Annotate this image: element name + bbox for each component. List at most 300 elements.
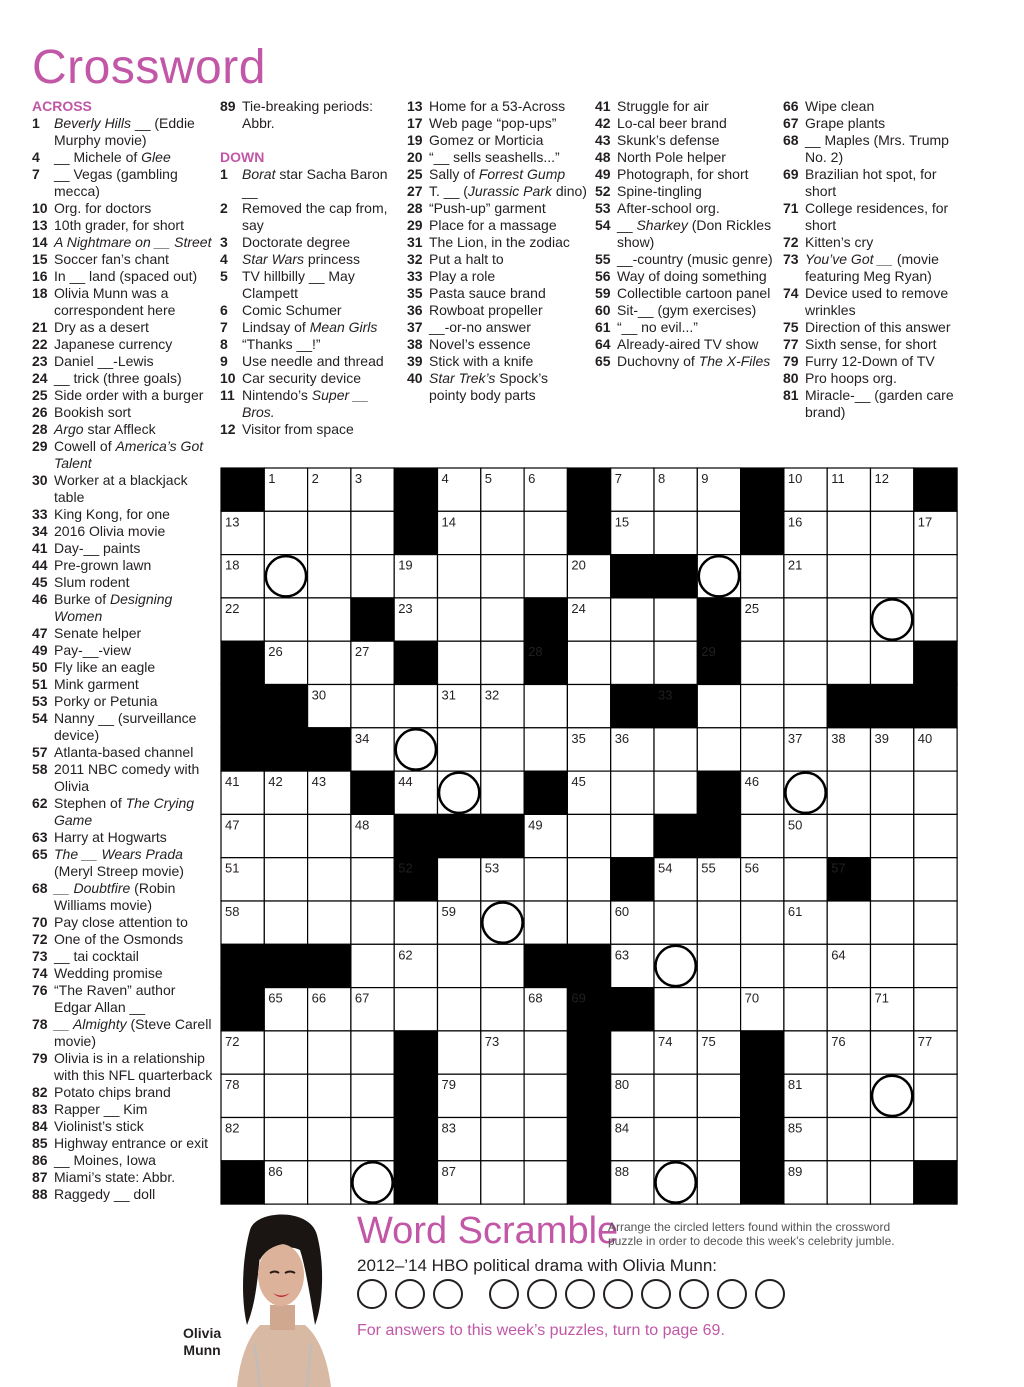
grid-cell[interactable] <box>567 814 610 857</box>
grid-cell[interactable] <box>394 685 437 728</box>
grid-block <box>221 1161 264 1204</box>
grid-cell[interactable] <box>524 1074 567 1117</box>
celebrity-photo <box>215 1205 350 1387</box>
grid-cell[interactable] <box>827 814 870 857</box>
clue-text: After-school org. <box>617 200 720 216</box>
grid-cell[interactable] <box>351 901 394 944</box>
grid-cell[interactable] <box>827 511 870 554</box>
grid-cell[interactable] <box>827 641 870 684</box>
clue-text: Direction of this answer <box>805 319 951 335</box>
grid-cell[interactable] <box>871 944 914 987</box>
grid-cell[interactable] <box>914 988 957 1031</box>
clue-text: Fly like an eagle <box>54 659 156 675</box>
clue-number: 63 <box>32 829 48 845</box>
clue-text: Wipe clean <box>805 98 875 114</box>
grid-cell[interactable] <box>654 511 697 554</box>
grid-cell[interactable] <box>481 598 524 641</box>
grid-cell[interactable] <box>438 944 481 987</box>
clue-text: __ tai cocktail <box>54 948 139 964</box>
grid-cell[interactable] <box>351 685 394 728</box>
grid-block <box>567 511 610 554</box>
grid-block <box>394 468 437 511</box>
clue-text: Grape plants <box>805 115 886 131</box>
clue-down-43 <box>595 132 777 149</box>
clue-number: 36 <box>407 302 423 318</box>
clue-number: 28 <box>407 200 423 216</box>
grid-cell[interactable] <box>871 511 914 554</box>
grid-cell[interactable] <box>697 685 740 728</box>
grid-number: 22 <box>225 600 240 616</box>
grid-block <box>914 685 957 728</box>
clue-text: Atlanta-based channel <box>54 744 194 760</box>
grid-cell[interactable] <box>827 1118 870 1161</box>
grid-cell[interactable] <box>827 598 870 641</box>
clue-number: 70 <box>32 914 48 930</box>
grid-cell[interactable] <box>438 858 481 901</box>
clue-number: 29 <box>407 217 423 233</box>
clue-down-69 <box>783 166 965 200</box>
answer-letter-circle[interactable] <box>603 1279 633 1309</box>
grid-cell[interactable] <box>438 555 481 598</box>
grid-cell[interactable] <box>654 641 697 684</box>
grid-cell[interactable] <box>481 641 524 684</box>
grid-cell[interactable] <box>438 598 481 641</box>
answer-letter-circle[interactable] <box>527 1279 557 1309</box>
grid-cell[interactable] <box>654 598 697 641</box>
grid-cell[interactable] <box>871 1118 914 1161</box>
clue-number: 76 <box>32 982 48 998</box>
answer-letter-circle[interactable] <box>489 1279 519 1309</box>
grid-cell[interactable] <box>914 1074 957 1117</box>
clue-down-31 <box>407 234 589 251</box>
clue-across-1 <box>32 115 214 149</box>
answer-letter-circle[interactable] <box>679 1279 709 1309</box>
clue-text: Day-__ paints <box>54 540 141 556</box>
grid-number: 76 <box>831 1033 846 1049</box>
grid-cell[interactable] <box>827 771 870 814</box>
grid-cell[interactable] <box>654 1118 697 1161</box>
clue-across-13 <box>32 217 214 234</box>
clue-number: 50 <box>32 659 48 675</box>
grid-cell[interactable] <box>394 901 437 944</box>
clue-across-4 <box>32 149 214 166</box>
grid-cell[interactable] <box>524 1118 567 1161</box>
grid-cell[interactable] <box>481 728 524 771</box>
grid-cell[interactable] <box>351 858 394 901</box>
grid-cell[interactable] <box>308 555 351 598</box>
clue-text: Borat star Sacha Baron __ <box>242 166 388 199</box>
clue-text: Furry 12-Down of TV <box>805 353 935 369</box>
grid-cell[interactable] <box>654 944 697 987</box>
clue-down-2 <box>220 200 402 234</box>
grid-cell[interactable] <box>351 555 394 598</box>
grid-number: 35 <box>571 730 586 746</box>
grid-cell[interactable] <box>784 771 827 814</box>
clue-across-65 <box>32 846 214 880</box>
clue-number: 54 <box>32 710 48 726</box>
grid-cell[interactable] <box>308 858 351 901</box>
grid-cell[interactable] <box>871 858 914 901</box>
grid-block <box>567 1031 610 1074</box>
clue-number: 45 <box>32 574 48 590</box>
grid-cell[interactable] <box>654 1074 697 1117</box>
grid-cell[interactable] <box>741 641 784 684</box>
clue-text: Play a role <box>429 268 496 284</box>
grid-cell[interactable] <box>871 598 914 641</box>
grid-cell[interactable] <box>654 728 697 771</box>
grid-cell[interactable] <box>611 771 654 814</box>
grid-cell[interactable] <box>308 814 351 857</box>
grid-cell[interactable] <box>871 1074 914 1117</box>
grid-cell[interactable] <box>914 555 957 598</box>
grid-cell[interactable] <box>438 771 481 814</box>
clue-down-41 <box>595 98 777 115</box>
grid-cell[interactable] <box>914 814 957 857</box>
across-heading: ACROSS <box>32 98 92 114</box>
clue-text: King Kong, for one <box>54 506 170 522</box>
grid-number: 1 <box>268 471 276 486</box>
clue-number: 52 <box>595 183 611 199</box>
clue-text: Japanese currency <box>54 336 173 352</box>
grid-cell[interactable] <box>308 1161 351 1204</box>
grid-cell[interactable] <box>611 641 654 684</box>
clue-text: Side order with a burger <box>54 387 204 403</box>
grid-cell[interactable] <box>871 555 914 598</box>
grid-cell[interactable] <box>697 555 740 598</box>
grid-number: 32 <box>484 687 500 703</box>
clue-across-73 <box>32 948 214 965</box>
grid-cell[interactable] <box>567 641 610 684</box>
grid-cell[interactable] <box>481 555 524 598</box>
grid-cell[interactable] <box>697 1161 740 1204</box>
answer-letter-circle[interactable] <box>395 1279 425 1309</box>
grid-number: 10 <box>787 471 803 486</box>
grid-cell[interactable] <box>697 1074 740 1117</box>
clue-down-59 <box>595 285 777 302</box>
clue-text: “Thanks __!” <box>242 336 321 352</box>
clue-number: 25 <box>407 166 423 182</box>
grid-cell[interactable] <box>741 944 784 987</box>
grid-cell[interactable] <box>697 988 740 1031</box>
grid-cell[interactable] <box>481 1118 524 1161</box>
grid-cell[interactable] <box>524 685 567 728</box>
clue-down-79 <box>783 353 965 370</box>
grid-cell[interactable] <box>741 685 784 728</box>
grid-cell[interactable] <box>871 1031 914 1074</box>
grid-block <box>914 641 957 684</box>
answer-letter-circle[interactable] <box>565 1279 595 1309</box>
clue-text: Miami’s state: Abbr. <box>54 1169 176 1185</box>
clue-number: 41 <box>32 540 48 556</box>
grid-cell[interactable] <box>871 771 914 814</box>
clue-down-60 <box>595 302 777 319</box>
grid-cell[interactable] <box>481 771 524 814</box>
grid-number: 89 <box>787 1163 803 1179</box>
clue-text: “Push-up” garment <box>429 200 546 216</box>
grid-block <box>394 1161 437 1204</box>
grid-block <box>697 598 740 641</box>
grid-cell[interactable] <box>567 858 610 901</box>
grid-number: 13 <box>225 514 240 530</box>
grid-cell[interactable] <box>524 728 567 771</box>
grid-cell[interactable] <box>784 858 827 901</box>
grid-cell[interactable] <box>871 901 914 944</box>
grid-block <box>221 468 264 511</box>
grid-cell[interactable] <box>827 1074 870 1117</box>
grid-cell[interactable] <box>264 555 307 598</box>
grid-cell[interactable] <box>524 901 567 944</box>
grid-cell[interactable] <box>264 901 307 944</box>
grid-cell[interactable] <box>654 1161 697 1204</box>
clue-down-36 <box>407 302 589 319</box>
grid-cell[interactable] <box>351 511 394 554</box>
grid-cell[interactable] <box>871 814 914 857</box>
grid-cell[interactable] <box>308 511 351 554</box>
grid-cell[interactable] <box>827 988 870 1031</box>
grid-cell[interactable] <box>351 1161 394 1204</box>
clue-text: Rowboat propeller <box>429 302 543 318</box>
clue-text: __ Almighty (Steve Carell movie) <box>54 1016 212 1049</box>
grid-cell[interactable] <box>308 598 351 641</box>
grid-cell[interactable] <box>264 1074 307 1117</box>
grid-number: 43 <box>311 774 327 790</box>
grid-cell[interactable] <box>784 944 827 987</box>
clue-number: 7 <box>220 319 228 335</box>
grid-cell[interactable] <box>438 728 481 771</box>
clue-text: __-or-no answer <box>429 319 531 335</box>
clue-number: 53 <box>32 693 48 709</box>
grid-cell[interactable] <box>308 641 351 684</box>
grid-block <box>221 988 264 1031</box>
grid-cell[interactable] <box>914 598 957 641</box>
clue-number: 85 <box>32 1135 48 1151</box>
grid-cell[interactable] <box>611 1031 654 1074</box>
clue-number: 33 <box>407 268 423 284</box>
clue-text: Rapper __ Kim <box>54 1101 148 1117</box>
clue-down-9 <box>220 353 402 370</box>
grid-cell[interactable] <box>567 685 610 728</box>
clue-number: 72 <box>32 931 48 947</box>
word-scramble-clue: 2012–’14 HBO political drama with Olivia Munn: <box>357 1256 718 1275</box>
clue-text: Tie-breaking periods: Abbr. <box>242 98 373 131</box>
grid-cell[interactable] <box>567 901 610 944</box>
grid-cell[interactable] <box>654 988 697 1031</box>
grid-block <box>394 511 437 554</box>
grid-block <box>741 1161 784 1204</box>
clue-down-20 <box>407 149 589 166</box>
clue-text: Worker at a blackjack table <box>54 472 188 505</box>
photo-caption <box>183 1325 221 1359</box>
grid-cell[interactable] <box>914 944 957 987</box>
grid-number: 16 <box>787 514 803 530</box>
grid-cell[interactable] <box>654 771 697 814</box>
answer-letter-circle[interactable] <box>755 1279 785 1309</box>
grid-block <box>438 814 481 857</box>
grid-cell[interactable] <box>481 901 524 944</box>
grid-cell[interactable] <box>438 641 481 684</box>
grid-number: 8 <box>658 471 666 486</box>
grid-cell[interactable] <box>611 814 654 857</box>
answer-letter-circle[interactable] <box>357 1279 387 1309</box>
grid-cell[interactable] <box>394 728 437 771</box>
clue-down-61 <box>595 319 777 336</box>
grid-cell[interactable] <box>871 1161 914 1204</box>
grid-cell[interactable] <box>481 1074 524 1117</box>
clue-across-15 <box>32 251 214 268</box>
grid-cell[interactable] <box>827 1161 870 1204</box>
clue-number: 24 <box>32 370 48 386</box>
grid-number: 70 <box>744 990 760 1006</box>
grid-cell[interactable] <box>784 641 827 684</box>
grid-cell[interactable] <box>784 685 827 728</box>
clue-across-54 <box>32 710 214 744</box>
grid-cell[interactable] <box>351 1074 394 1117</box>
clue-down-49 <box>595 166 777 183</box>
clue-text: Olivia Munn was a correspondent here <box>54 285 176 318</box>
grid-cell[interactable] <box>784 1031 827 1074</box>
grid-cell[interactable] <box>524 511 567 554</box>
clue-text: “__ sells seashells...” <box>429 149 560 165</box>
clue-across-72 <box>32 931 214 948</box>
clue-number: 9 <box>220 353 228 369</box>
clue-number: 79 <box>783 353 799 369</box>
grid-cell[interactable] <box>697 728 740 771</box>
grid-cell[interactable] <box>351 1118 394 1161</box>
grid-cell[interactable] <box>784 988 827 1031</box>
clue-text: A Nightmare on __ Street <box>54 234 212 250</box>
grid-cell[interactable] <box>264 598 307 641</box>
grid-cell[interactable] <box>308 1074 351 1117</box>
grid-block <box>394 641 437 684</box>
clue-text: Collectible cartoon panel <box>617 285 771 301</box>
clue-number: 10 <box>220 370 236 386</box>
grid-cell[interactable] <box>481 511 524 554</box>
grid-cell[interactable] <box>654 901 697 944</box>
grid-cell[interactable] <box>871 641 914 684</box>
grid-cell[interactable] <box>308 901 351 944</box>
clue-down-28 <box>407 200 589 217</box>
grid-cell[interactable] <box>481 944 524 987</box>
grid-number: 48 <box>354 817 370 833</box>
clue-text: Daniel __-Lewis <box>54 353 154 369</box>
clue-down-19 <box>407 132 589 149</box>
clue-across-53 <box>32 693 214 710</box>
clue-down-72 <box>783 234 965 251</box>
grid-cell[interactable] <box>264 1031 307 1074</box>
grid-number: 61 <box>787 904 803 919</box>
grid-number: 34 <box>354 730 370 746</box>
grid-cell[interactable] <box>264 511 307 554</box>
grid-cell[interactable] <box>741 555 784 598</box>
clue-number: 47 <box>32 625 48 641</box>
grid-cell[interactable] <box>784 598 827 641</box>
grid-cell[interactable] <box>914 771 957 814</box>
grid-block <box>654 814 697 857</box>
grid-cell[interactable] <box>394 988 437 1031</box>
grid-cell[interactable] <box>438 1031 481 1074</box>
grid-cell[interactable] <box>914 901 957 944</box>
grid-block <box>741 1031 784 1074</box>
clue-text: T. __ (Jurassic Park dino) <box>429 183 587 199</box>
clue-across-46 <box>32 591 214 625</box>
grid-cell[interactable] <box>481 988 524 1031</box>
clue-down-12 <box>220 421 402 438</box>
grid-block <box>741 1074 784 1117</box>
clue-down-29 <box>407 217 589 234</box>
grid-svg[interactable] <box>220 467 958 1205</box>
grid-cell[interactable] <box>524 858 567 901</box>
clue-number: 87 <box>32 1169 48 1185</box>
grid-cell[interactable] <box>697 901 740 944</box>
grid-cell[interactable] <box>308 1031 351 1074</box>
grid-cell[interactable] <box>697 511 740 554</box>
crossword-grid[interactable] <box>220 467 957 1204</box>
grid-cell[interactable] <box>611 598 654 641</box>
grid-block <box>481 814 524 857</box>
clue-down-6 <box>220 302 402 319</box>
answer-letter-circle[interactable] <box>433 1279 463 1309</box>
grid-cell[interactable] <box>827 901 870 944</box>
clue-down-40 <box>407 370 589 404</box>
answer-letter-circle[interactable] <box>717 1279 747 1309</box>
grid-cell[interactable] <box>264 858 307 901</box>
grid-block <box>264 944 307 987</box>
grid-cell[interactable] <box>524 1161 567 1204</box>
clue-text: 2011 NBC comedy with Olivia <box>54 761 200 794</box>
clue-number: 83 <box>32 1101 48 1117</box>
clue-across-70 <box>32 914 214 931</box>
grid-block <box>741 468 784 511</box>
grid-cell[interactable] <box>914 1118 957 1161</box>
clue-number: 42 <box>595 115 611 131</box>
grid-cell[interactable] <box>524 555 567 598</box>
clue-down-52 <box>595 183 777 200</box>
grid-block <box>697 814 740 857</box>
clue-number: 18 <box>32 285 48 301</box>
grid-number: 47 <box>225 817 240 833</box>
grid-cell[interactable] <box>741 814 784 857</box>
grid-block <box>567 1161 610 1204</box>
clue-text: Put a halt to <box>429 251 504 267</box>
grid-cell[interactable] <box>827 555 870 598</box>
clue-number: 78 <box>32 1016 48 1032</box>
grid-cell[interactable] <box>351 1031 394 1074</box>
clue-text: Stephen of The Crying Game <box>54 795 195 828</box>
clue-across-44 <box>32 557 214 574</box>
grid-number: 74 <box>658 1033 673 1049</box>
grid-cell[interactable] <box>697 1118 740 1161</box>
grid-cell[interactable] <box>264 814 307 857</box>
clue-text: Way of doing something <box>617 268 767 284</box>
grid-cell[interactable] <box>438 988 481 1031</box>
grid-cell[interactable] <box>264 1118 307 1161</box>
clue-down-42 <box>595 115 777 132</box>
answer-letter-circle[interactable] <box>641 1279 671 1309</box>
grid-cell[interactable] <box>741 728 784 771</box>
grid-cell[interactable] <box>741 901 784 944</box>
clue-number: 60 <box>595 302 611 318</box>
grid-cell[interactable] <box>914 858 957 901</box>
grid-cell[interactable] <box>351 944 394 987</box>
grid-cell[interactable] <box>697 944 740 987</box>
clue-text: Nanny __ (surveillance device) <box>54 710 197 743</box>
clue-text: Novel’s essence <box>429 336 531 352</box>
clue-across-62 <box>32 795 214 829</box>
grid-cell[interactable] <box>524 1031 567 1074</box>
grid-cell[interactable] <box>481 1161 524 1204</box>
clue-number: 39 <box>407 353 423 369</box>
grid-cell[interactable] <box>308 1118 351 1161</box>
